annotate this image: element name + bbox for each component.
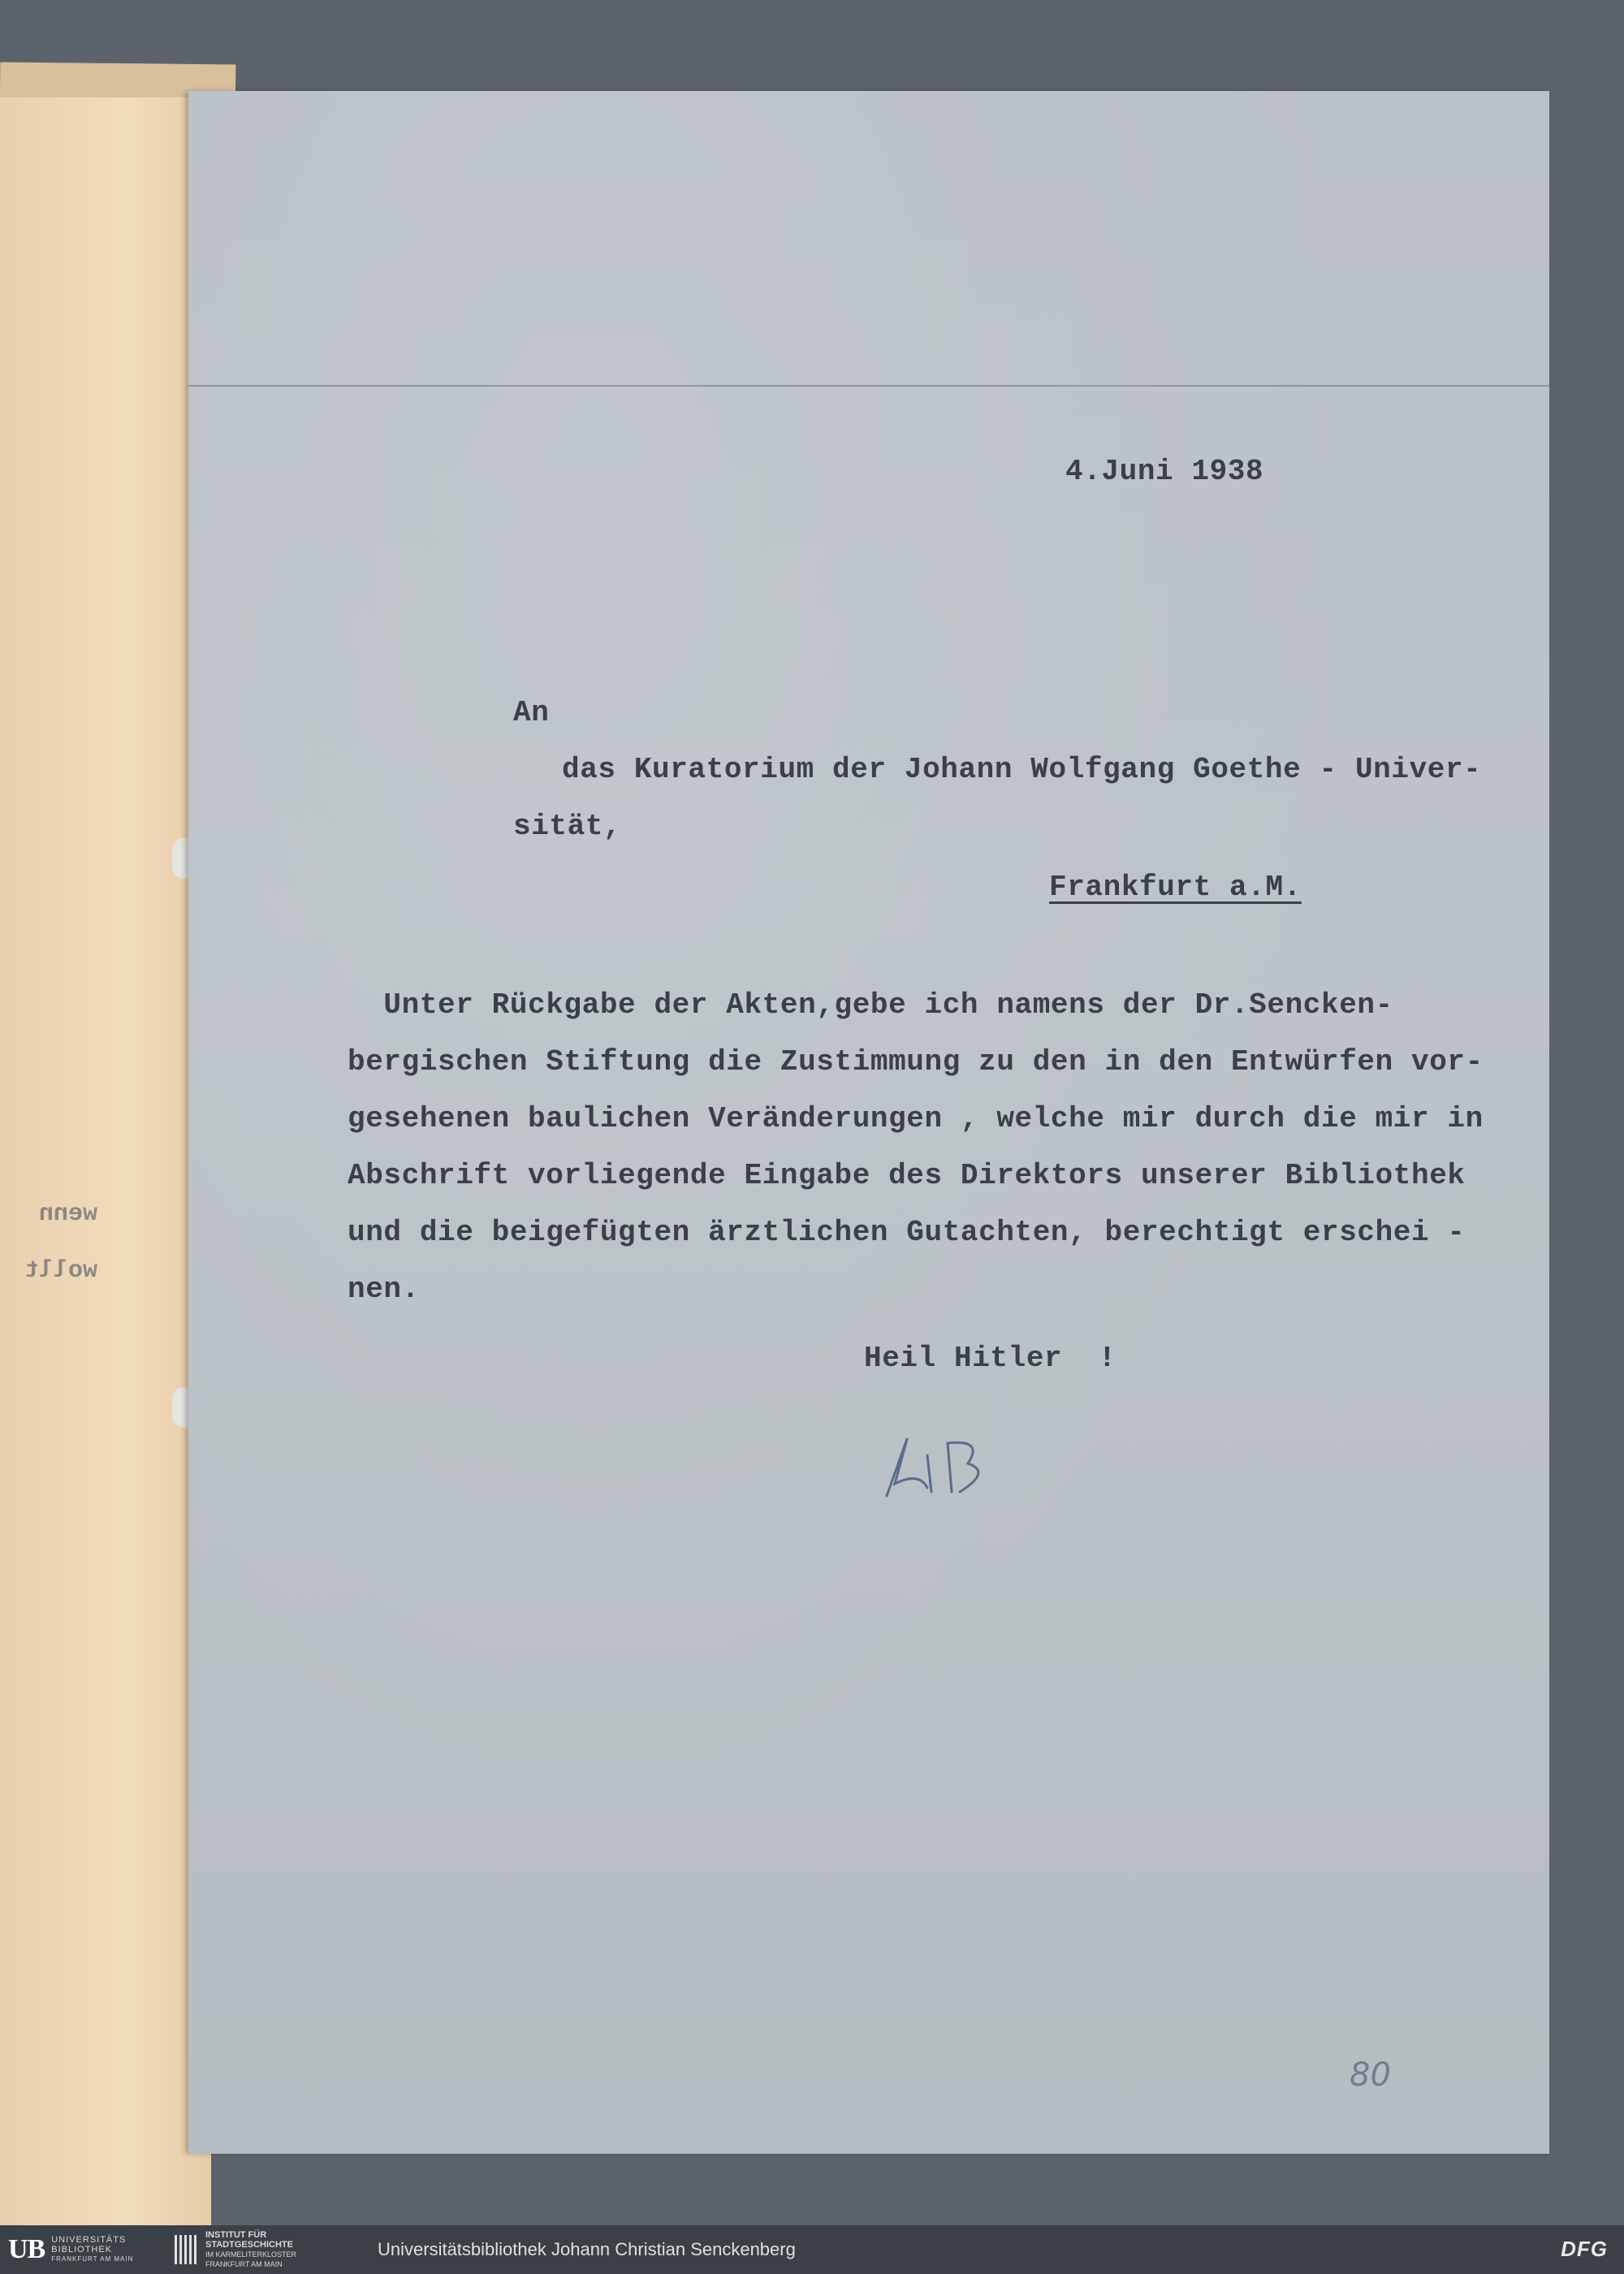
isg-logo (175, 2230, 297, 2268)
ub-logo-text-line: UNIVERSITÄTS (51, 2235, 127, 2245)
recipient-prefix: An (513, 696, 550, 729)
fold-line (188, 385, 1549, 387)
footer-bar (0, 2225, 1624, 2274)
underlying-sheet (0, 97, 211, 2225)
ub-logo (8, 2233, 133, 2266)
isg-logo-text (205, 2230, 296, 2269)
mirrored-line: wollt (24, 1257, 97, 1285)
dfg-logo: DFG (1561, 2237, 1608, 2261)
footer-title: Universitätsbibliothek Johann Christian Senckenberg (378, 2239, 796, 2259)
mirrored-line: wenn (38, 1200, 97, 1228)
ub-logo-text-line: BIBLIOTHEK (51, 2245, 113, 2255)
ub-logo-text-line: FRANKFURT AM MAIN (51, 2255, 134, 2263)
recipient-address-line2: sität, (513, 810, 622, 843)
letter-page (188, 91, 1549, 2154)
body-line: bergischen Stiftung die Zustimmung zu den in den Entwürfen vor- (348, 1045, 1484, 1079)
recipient-city: Frankfurt a.M. (1049, 871, 1302, 904)
body-line: und die beigefügten ärztlichen Gutachten, berechtigt erschei - (348, 1216, 1466, 1249)
ub-logo-mark: UB (8, 2234, 45, 2264)
body-line: nen. (348, 1273, 420, 1306)
folio-number: 80 (1350, 2056, 1391, 2094)
isg-logo-mark (175, 2235, 199, 2264)
letter-date: 4.Juni 1938 (1065, 455, 1264, 488)
isg-logo-text-line: INSTITUT FÜR (205, 2230, 267, 2240)
mirrored-text (8, 1186, 97, 1299)
isg-logo-text-line: IM KARMELITERKLOSTER (205, 2250, 297, 2259)
body-line: Abschrift vorliegende Eingabe des Direktors unserer Bibliothek (348, 1159, 1466, 1192)
body-line: Unter Rückgabe der Akten,gebe ich namens der Dr.Sencken- (348, 988, 1393, 1022)
isg-logo-text-line: STADTGESCHICHTE (205, 2240, 293, 2250)
letter-body (348, 988, 1533, 1306)
handwritten-signature (870, 1423, 1017, 1512)
isg-logo-text-line: FRANKFURT AM MAIN (205, 2260, 283, 2268)
ub-logo-text (51, 2235, 133, 2264)
recipient-address-line1: das Kuratorium der Johann Wolfgang Goethe - Univer- (562, 753, 1482, 786)
closing-line: Heil Hitler ! (864, 1342, 1116, 1375)
body-line: gesehenen baulichen Veränderungen , welche mir durch die mir in (348, 1102, 1484, 1135)
